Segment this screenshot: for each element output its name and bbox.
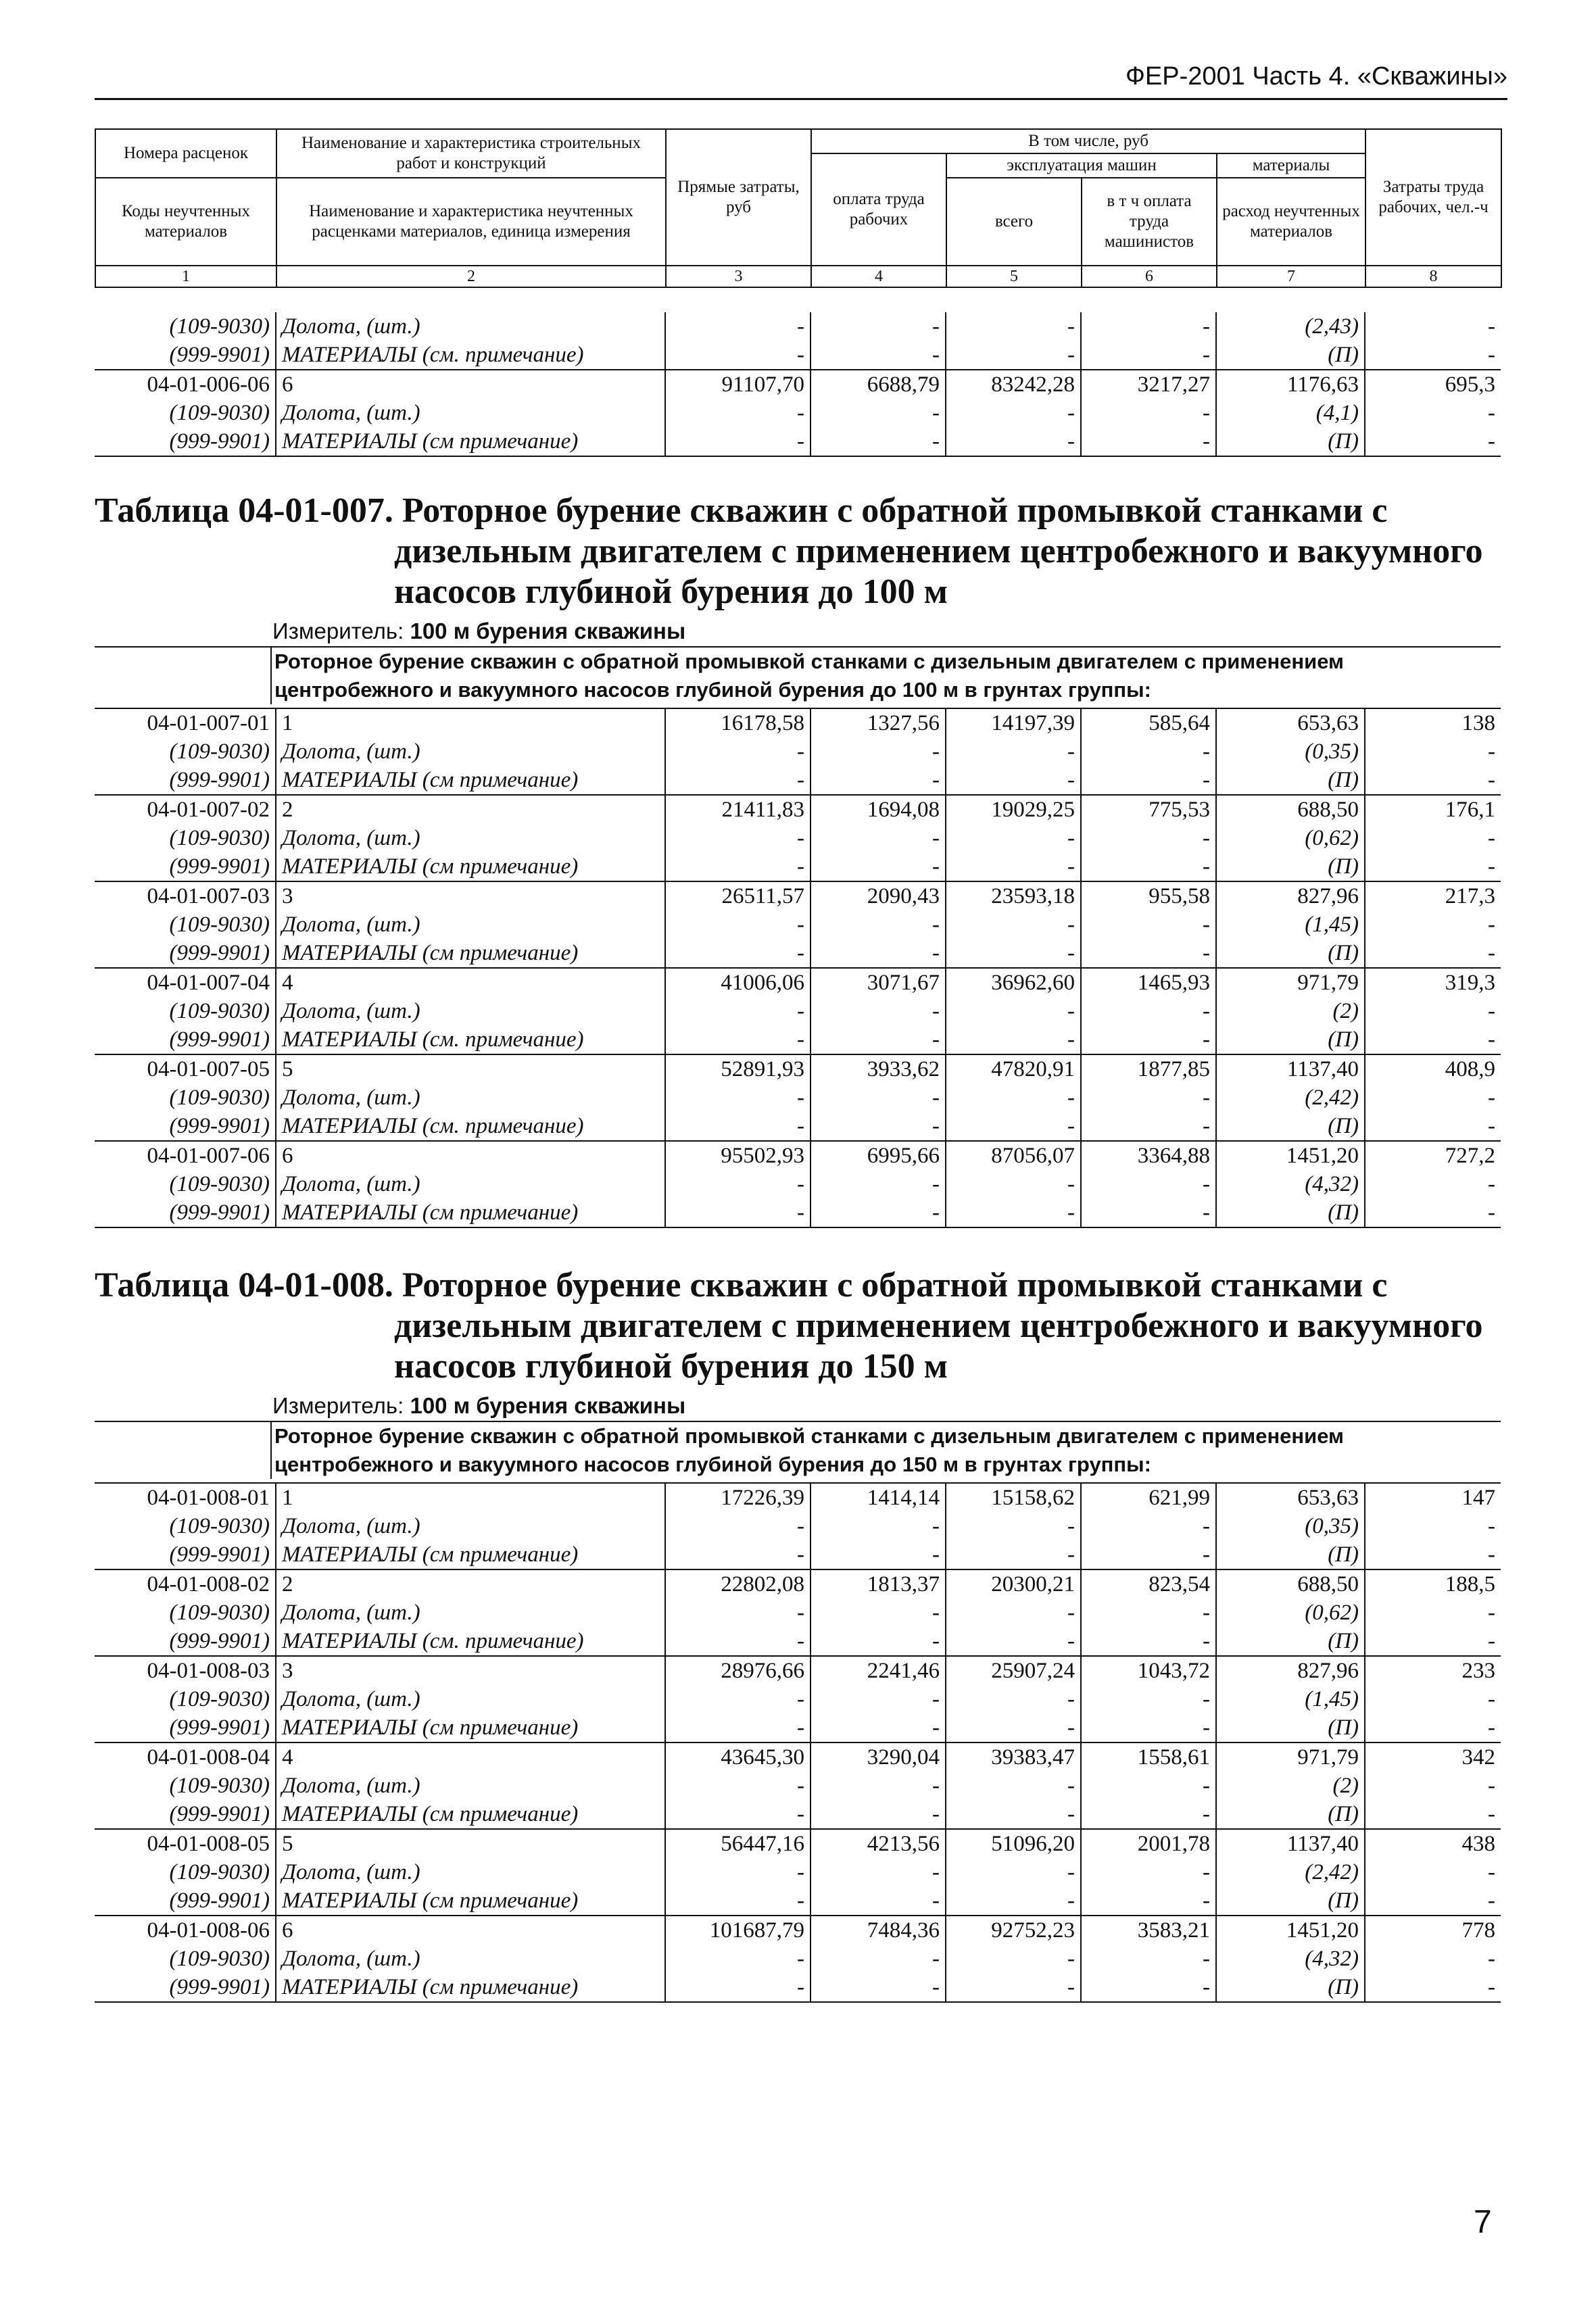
header-materials: материалы <box>1217 153 1365 178</box>
table-7-title: Таблица 04-01-007. Роторное бурение скважин с обратной промывкой станками с дизельным двигателем с применением центробежного и вакуумного насосов глубиной бурения до 100 м <box>95 491 1483 611</box>
table-7 <box>95 708 1501 1228</box>
header-num: 2 <box>276 266 666 287</box>
bit-material-row: (109-9030) Долота, (шт.) - - - - (0,35) - <box>95 1512 1501 1540</box>
rate-row: 04-01-008-01 1 17226,39 1414,14 15158,62 621,99 653,63 147 <box>95 1483 1501 1512</box>
bit-material-row: (109-9030) Долота, (шт.) - - - - (2) - <box>95 997 1501 1025</box>
materials-row: (999-9901) МАТЕРИАЛЫ (см примечание) - - - - (П) - <box>95 1800 1501 1829</box>
header-direct-costs: Прямые затраты, руб <box>666 129 811 266</box>
header-work-name: Наименование и характеристика строительных работ и конструкций <box>276 129 666 178</box>
materials-row: (999-9901) МАТЕРИАЛЫ (см примечание) - - - - (П) - <box>95 1886 1501 1916</box>
table-8-unit: Измеритель: 100 м бурения скважины <box>95 1391 1501 1422</box>
materials-row: (999-9901) МАТЕРИАЛЫ (см примечание) - - - - (П) - <box>95 1713 1501 1743</box>
rate-row: 04-01-007-05 5 52891,93 3933,62 47820,91 1877,85 1137,40 408,9 <box>95 1054 1501 1083</box>
materials-row: (999-9901) МАТЕРИАЛЫ (см. примечание) - - - - (П) - <box>95 1025 1501 1054</box>
header-machines-total: всего <box>946 178 1082 266</box>
bit-material-row: (109-9030) Долота, (шт.) - - - - (0,35) - <box>95 737 1501 766</box>
header-material-names: Наименование и характеристика неучтенных расценками материалов, единица измерения <box>276 178 666 266</box>
rate-row: 04-01-007-04 4 41006,06 3071,67 36962,60 1465,93 971,79 319,3 <box>95 968 1501 997</box>
materials-row: (999-9901) МАТЕРИАЛЫ (см примечание) - - - - (П) - <box>95 766 1501 795</box>
table-row: (109-9030) Долота, (шт.) - - - - (2,43) - <box>95 312 1501 341</box>
bit-material-row: (109-9030) Долота, (шт.) - - - - (4,32) - <box>95 1170 1501 1198</box>
rate-row: 04-01-007-06 6 95502,93 6995,66 87056,07 3364,88 1451,20 727,2 <box>95 1141 1501 1170</box>
materials-row: (999-9901) МАТЕРИАЛЫ (см примечание) - - - - (П) - <box>95 939 1501 968</box>
header-num: 4 <box>811 266 946 287</box>
header-num: 6 <box>1082 266 1217 287</box>
table-8-title: Таблица 04-01-008. Роторное бурение скважин с обратной промывкой станками с дизельным двигателем с применением центробежного и вакуумного насосов глубиной бурения до 150 м <box>95 1266 1483 1386</box>
table-7-unit: Измеритель: 100 м бурения скважины <box>95 616 1501 648</box>
bit-material-row: (109-9030) Долота, (шт.) - - - - (2,42) - <box>95 1858 1501 1886</box>
materials-row: (999-9901) МАТЕРИАЛЫ (см. примечание) - - - - (П) - <box>95 1627 1501 1656</box>
materials-row: (999-9901) МАТЕРИАЛЫ (см примечание) - - - - (П) - <box>95 1973 1501 2002</box>
table-row: (999-9901) МАТЕРИАЛЫ (см. примечание) - - - - (П) - <box>95 341 1501 370</box>
prev-table <box>95 312 1501 457</box>
header-num: 1 <box>95 266 276 287</box>
page-header: ФЕР-2001 Часть 4. «Скважины» <box>95 62 1507 100</box>
header-material-use: расход неучтенных материалов <box>1217 178 1365 266</box>
bit-material-row: (109-9030) Долота, (шт.) - - - - (1,45) - <box>95 1685 1501 1713</box>
header-labor: Затраты труда рабочих, чел.-ч <box>1365 129 1501 266</box>
bit-material-row: (109-9030) Долота, (шт.) - - - - (1,45) - <box>95 910 1501 939</box>
bit-material-row: (109-9030) Долота, (шт.) - - - - (4,1) - <box>95 399 1501 427</box>
rate-row: 04-01-006-06 6 91107,70 6688,79 83242,28 3217,27 1176,63 695,3 <box>95 370 1501 399</box>
column-header <box>95 128 1502 288</box>
materials-row: (999-9901) МАТЕРИАЛЫ (см примечание) - - - - (П) - <box>95 852 1501 881</box>
header-num: 5 <box>946 266 1082 287</box>
bit-material-row: (109-9030) Долота, (шт.) - - - - (0,62) - <box>95 1599 1501 1627</box>
table-7-subheader: Роторное бурение скважин с обратной промывкой станками с дизельным двигателем с применением центробежного и вакуумного насосов глубиной бурения до 100 м в грунтах группы: <box>270 648 1505 704</box>
materials-row: (999-9901) МАТЕРИАЛЫ (см примечание) - - - - (П) - <box>95 1198 1501 1227</box>
header-including: В том числе, руб <box>811 129 1365 153</box>
page-number: 7 <box>1474 2204 1492 2240</box>
header-num: 3 <box>666 266 811 287</box>
rate-row: 04-01-008-05 5 56447,16 4213,56 51096,20 2001,78 1137,40 438 <box>95 1829 1501 1858</box>
rate-row: 04-01-008-04 4 43645,30 3290,04 39383,47 1558,61 971,79 342 <box>95 1743 1501 1772</box>
bit-material-row: (109-9030) Долота, (шт.) - - - - (2) - <box>95 1772 1501 1800</box>
bit-material-row: (109-9030) Долота, (шт.) - - - - (4,32) - <box>95 1945 1501 1973</box>
materials-row: (999-9901) МАТЕРИАЛЫ (см примечание) - - - - (П) - <box>95 1540 1501 1569</box>
materials-row: (999-9901) МАТЕРИАЛЫ (см примечание) - - - - (П) - <box>95 427 1501 456</box>
header-num: 8 <box>1365 266 1501 287</box>
table-8 <box>95 1482 1501 2003</box>
header-material-codes: Коды неучтенных материалов <box>95 178 276 266</box>
header-machines: эксплуатация машин <box>946 153 1217 178</box>
rate-row: 04-01-008-02 2 22802,08 1813,37 20300,21 823,54 688,50 188,5 <box>95 1569 1501 1599</box>
rate-row: 04-01-008-03 3 28976,66 2241,46 25907,24 1043,72 827,96 233 <box>95 1656 1501 1685</box>
header-num: 7 <box>1217 266 1365 287</box>
rate-row: 04-01-007-02 2 21411,83 1694,08 19029,25 775,53 688,50 176,1 <box>95 795 1501 824</box>
table-8-subheader: Роторное бурение скважин с обратной промывкой станками с дизельным двигателем с применением центробежного и вакуумного насосов глубиной бурения до 150 м в грунтах группы: <box>270 1422 1505 1479</box>
header-rate-numbers: Номера расценок <box>95 129 276 178</box>
rate-row: 04-01-007-01 1 16178,58 1327,56 14197,39 585,64 653,63 138 <box>95 708 1501 737</box>
header-machinist-pay: в т ч оплата труда машинистов <box>1082 178 1217 266</box>
bit-material-row: (109-9030) Долота, (шт.) - - - - (0,62) - <box>95 824 1501 852</box>
materials-row: (999-9901) МАТЕРИАЛЫ (см. примечание) - - - - (П) - <box>95 1112 1501 1141</box>
rate-row: 04-01-007-03 3 26511,57 2090,43 23593,18 955,58 827,96 217,3 <box>95 881 1501 910</box>
header-worker-pay: оплата труда рабочих <box>811 153 946 266</box>
rate-row: 04-01-008-06 6 101687,79 7484,36 92752,23 3583,21 1451,20 778 <box>95 1916 1501 1945</box>
bit-material-row: (109-9030) Долота, (шт.) - - - - (2,42) - <box>95 1083 1501 1112</box>
